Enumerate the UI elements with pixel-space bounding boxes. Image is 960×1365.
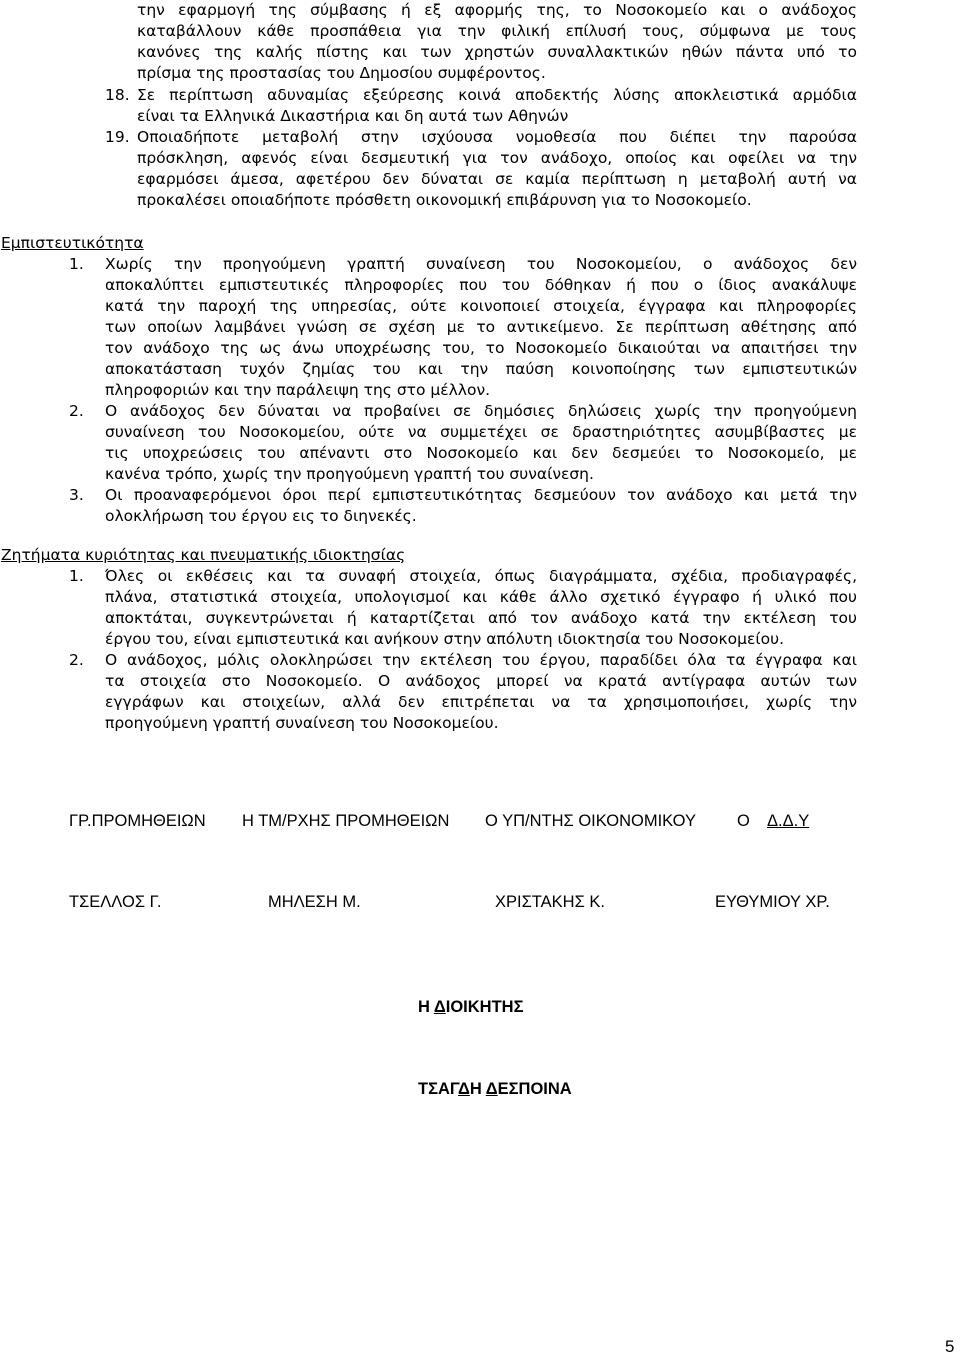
- signature-title: Ο: [737, 812, 750, 830]
- text-line: των οποίων λαμβάνει γνώση σε σχέση με το αντικείμενο. Σε περίπτωση αθέτησης από: [105, 318, 857, 336]
- item-number: 3.: [69, 486, 84, 504]
- signature-name: ΕΥΘΥΜΙΟΥ ΧΡ.: [715, 893, 830, 911]
- signature-title: Ο ΥΠ/ΝΤΗΣ ΟΙΚΟΝΟΜΙΚΟΥ: [485, 812, 696, 830]
- text-line: έργου του, είναι εμπιστευτικά και ανήκουν στην απόλυτη ιδιοκτησία του Νοσοκομείου.: [105, 630, 785, 648]
- text-line: τα στοιχεία στο Νοσοκομείο. Ο ανάδοχος μπορεί να κρατά αντίγραφα αυτών των: [105, 672, 857, 690]
- text-line: Σε περίπτωση αδυναμίας εξεύρεσης κοινά αποδεκτής λύσης αποκλειστικά αρμόδια: [137, 86, 857, 104]
- text-line: προηγούμενη γραπτή συναίνεση του Νοσοκομείου.: [105, 714, 499, 732]
- signature-name: ΜΗΛΕΣΗ Μ.: [268, 893, 361, 911]
- director-name-part: ΤΣΑΓ: [418, 1080, 459, 1098]
- text-line: πρόσκληση, αφενός είναι δεσμευτική για τον ανάδοχο, οποίος και οφείλει να την: [137, 149, 857, 167]
- signature-title: Δ.Δ.Υ: [767, 812, 810, 830]
- text-line: Οποιαδήποτε μεταβολή στην ισχύουσα νομοθεσία που διέπει την παρούσα: [137, 128, 857, 146]
- section-heading-confidentiality: Εμπιστευτικότητα: [1, 234, 144, 252]
- text-line: εφαρμόσει άμεσα, αφετέρου δεν δύναται σε καμία περίπτωση η μεταβολή αυτή να: [137, 170, 857, 188]
- item-number: 2.: [69, 651, 84, 669]
- text-line: ολοκλήρωση του έργου εις το διηνεκές.: [105, 507, 417, 525]
- director-name-part: Η: [469, 1080, 486, 1098]
- text-line: την εφαρμογή της σύμβασης ή εξ αφορμής της, το Νοσοκομείο και ο ανάδοχος: [137, 1, 857, 19]
- text-line: πληροφοριών και την παράλειψη της στο μέλλον.: [105, 381, 491, 399]
- director-name: [418, 1080, 572, 1099]
- director-title-prefix: Η: [418, 998, 434, 1016]
- text-line: κατά την παροχή της υπηρεσίας, ούτε κοινοποιεί στοιχεία, έγγραφα και πληροφορίες: [105, 297, 857, 315]
- text-line: πλάνα, στατιστικά στοιχεία, υπολογισμοί και κάθε άλλο σχετικό έγγραφο ή υλικό που: [105, 588, 857, 606]
- text-line: Οι προαναφερόμενοι όροι περί εμπιστευτικότητας δεσμεύουν τον ανάδοχο και μετά την: [105, 486, 857, 504]
- director-name-part: Δ: [458, 1080, 470, 1098]
- director-name-part: Δ: [485, 1080, 498, 1098]
- text-line: αποκατάσταση τυχόν ζημίας του και την παύση κοινοποίησης των εμπιστευτικών: [105, 360, 857, 378]
- item-number: 2.: [69, 402, 84, 420]
- director-title-rest: ΙΟΙΚΗΤΗΣ: [445, 998, 524, 1016]
- text-line: εγγράφων και στοιχείων, αλλά δεν επιτρέπεται να τα χρησιμοποιήσει, χωρίς την: [105, 693, 857, 711]
- text-line: προκαλέσει οποιαδήποτε πρόσθετη οικονομική επιβάρυνση για το Νοσοκομείο.: [137, 191, 752, 209]
- item-number: 19.: [105, 128, 130, 146]
- item-number: 18.: [105, 86, 130, 104]
- signature-name: ΤΣΕΛΛΟΣ Γ.: [69, 893, 162, 911]
- text-line: κανόνες της καλής πίστης και των χρηστών συναλλακτικών ηθών πάντα υπό το: [137, 43, 857, 61]
- item-number: 1.: [69, 567, 84, 585]
- text-line: τον ανάδοχο της ως άνω υποχρέωσης του, το Νοσοκομείο δικαιούται να απαιτήσει την: [105, 339, 857, 357]
- director-title: [418, 998, 523, 1017]
- page-number: 5: [945, 1337, 955, 1356]
- text-line: αποκτάται, συγκεντρώνεται ή καταρτίζεται από τον ανάδοχο κατά την εκτέλεση του: [105, 609, 857, 627]
- director-title-underlined: Δ: [433, 998, 446, 1016]
- text-line: πρίσμα της προστασίας του Δημοσίου συμφέροντος.: [137, 64, 546, 82]
- text-line: Ο ανάδοχος, μόλις ολοκληρώσει την εκτέλεση του έργου, παραδίδει όλα τα έγγραφα και: [105, 651, 857, 669]
- text-line: κανένα τρόπο, χωρίς την προηγούμενη γραπτή του συναίνεση.: [105, 465, 594, 483]
- text-line: συναίνεση του Νοσοκομείου, ούτε να συμμετέχει σε δραστηριότητες ασυμβίβαστες με: [105, 423, 857, 441]
- text-line: είναι τα Ελληνικά Δικαστήρια και δη αυτά των Αθηνών: [137, 107, 569, 125]
- text-line: Όλες οι εκθέσεις και τα συναφή στοιχεία, όπως διαγράμματα, σχέδια, προδιαγραφές,: [105, 567, 857, 585]
- text-line: Ο ανάδοχος δεν δύναται να προβαίνει σε δημόσιες δηλώσεις χωρίς την προηγούμενη: [105, 402, 857, 420]
- item-number: 1.: [69, 255, 84, 273]
- text-line: καταβάλλουν κάθε προσπάθεια για την φιλική επίλυσή τους, σύμφωνα με τους: [137, 22, 857, 40]
- text-line: Χωρίς την προηγούμενη γραπτή συναίνεση του Νοσοκομείου, ο ανάδοχος δεν: [105, 255, 857, 273]
- text-line: αποκαλύπτει εμπιστευτικές πληροφορίες που του δόθηκαν ή που ο ίδιος ανακάλυψε: [105, 276, 857, 294]
- text-line: τις υποχρεώσεις του απέναντι στο Νοσοκομείο και δεν δεσμεύει το Νοσοκομείο, με: [105, 444, 857, 462]
- section-heading-ownership: Ζητήματα κυριότητας και πνευματικής ιδιοκτησίας: [1, 546, 406, 564]
- signature-title: ΓΡ.ΠΡΟΜΗΘΕΙΩΝ: [69, 812, 206, 830]
- director-name-part: ΕΣΠΟΙΝΑ: [497, 1080, 572, 1098]
- signature-title: Η ΤΜ/ΡΧΗΣ ΠΡΟΜΗΘΕΙΩΝ: [242, 812, 450, 830]
- signature-name: ΧΡΙΣΤΑΚΗΣ Κ.: [495, 893, 605, 911]
